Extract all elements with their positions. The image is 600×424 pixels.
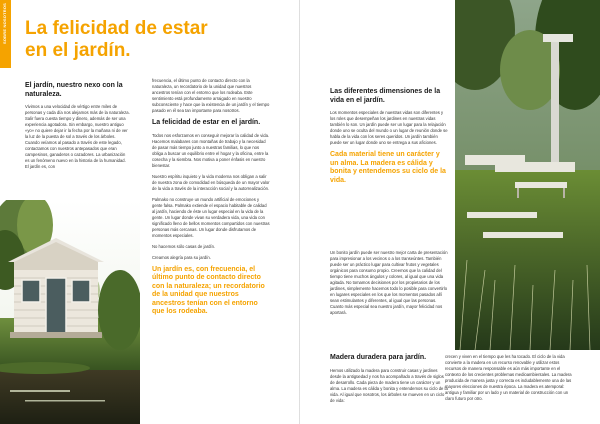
section-tab-label: SOBRE NOSOTROS	[2, 3, 7, 45]
section-tab-left	[0, 0, 11, 68]
nexus-heading: El jardín, nuestro nexo con la naturaleza.	[25, 82, 123, 98]
durable-wood-heading: Madera duradera para jardín.	[330, 354, 427, 361]
nexus-paragraph: Vivimos a una velocidad de vértigo entre miles de personas y cada día nos alejamos más de la naturaleza. Salir fuera cuesta tiempo y dinero, además de ser una experiencia agotadora. Sin embargo, nuestro antiguo «yo» no quiere dejar ir la fecha por la mañana ni de ver la luz de la puesta de sol a través de los árboles. Cuando veíamos al pasado a través de este legado, contactamos con nuestros antepasados que eran campesinos, ganaderos o cazadores. La urbanización es un fenómeno nuevo en la historia de la humanidad. El jardín es, con	[25, 104, 130, 169]
garden-lounge-illustration	[455, 0, 600, 350]
quality-paragraph: Todos nos esforzamos en conseguir mejorar la calidad de vida. Hacemos malabares con montañas de trabajo y la necesidad de pasar más tiempo junto a nuestras familias, lo que nos obliga a buscar un equilibrio entre el hogar y la oficina, entre la cosecha y la siembra. Nos motiva a poner énfasis en nuestro bienestar.	[152, 132, 270, 168]
pull-quote-right: Cada material tiene un carácter y un alma. La madera es cálida y bonita y entendemos su ciclo de la vida.	[330, 151, 446, 184]
left-column-1	[25, 82, 130, 175]
headline-line2: en el jardín.	[25, 40, 131, 61]
right-page	[300, 0, 600, 424]
headline-line1: La felicidad de estar	[25, 18, 208, 39]
happiness-heading: La felicidad de estar en el jardín.	[152, 119, 261, 126]
wood-paragraph: Hemos utilizado la madera para construir casas y jardines desde la antigüedad y nos ha acompañado a través de siglos de desarrollo. Cada pieza de madera tiene un carácter y un alma. La madera es cálida y bonita y entendemos su ciclo de la vida. Al igual que nosotros, los árboles se mueven en un ciclo de vida:	[330, 367, 448, 403]
right-column-4	[445, 354, 575, 407]
right-column-1	[330, 88, 448, 190]
garden-house-illustration	[0, 200, 140, 424]
joy-line: Creamos alegría para su jardín.	[152, 254, 211, 260]
left-column-2	[152, 78, 270, 322]
beautiful-garden-paragraph: Un bonito jardín puede ser nuestro mejor carta de presentación para impresionar a los vecinos o a los transeúntes. También puede ser un práctico lugar para cultivar frutos y vegetales orgánicos para consumo propio. Creemos que la calidad del tiempo tiene muchos ángulos y colores, al igual que una vida agitada. No tomamos decisiones por los propietarios de los jardines, simplemente hacemos todo lo posible para convertirlo en lugares especiales en los que los momentos pasados allí sean estimulantes y diferentes, al igual que las personas. Cuanto más especial sea nuestro jardín, mayor felicidad nos aportará.	[330, 250, 448, 315]
dimensions-heading: Las diferentes dimensiones de la vida en el jardín.	[330, 88, 441, 104]
garden-lounge-photo	[455, 0, 600, 350]
garden-house-photo	[0, 200, 140, 424]
right-column-3	[330, 354, 448, 409]
houses-line: No hacemos sólo casas de jardín.	[152, 243, 216, 249]
page-headline	[25, 18, 245, 62]
right-column-2	[330, 250, 448, 321]
pull-quote-left: Un jardín es, con frecuencia, el último punto de contacto directo con la naturaleza; un recordatorio de la unidad que nuestros ancestros tenían con el entorno que los rodeaba.	[152, 265, 265, 315]
life-cycle-paragraph: crecen y viven en el tiempo que les ha tocado. El ciclo de la vida convierte a la madera en un recurso renovable y utilizar estos recursos de manera responsable es aún más importante en el contexto de los crecientes problemas medioambientales. La madera producida de manera justa y correcta es indudablemente una de las mayores elecciones de nuestra época. La madera es atemporal: antigua y familiar por un lado y un material de construcción con un claro futuro por otro.	[445, 354, 572, 401]
palmako-paragraph: Palmako no construye un mundo artificial de emociones y gente falsa. Palmako extiende el espacio habitable de calidad al jardín, haciendo de éste un lugar especial en la vida de la gente. Un lugar donde vivan su verdadera vida, una vida con significado lleno de bellos momentos compartidos con nuestras personas más cercanas. Un lugar donde disfrutamos de momentos especiales.	[152, 196, 270, 238]
contact-paragraph: frecuencia, el último punto de contacto directo con la naturaleza, un recordatorio de la unidad que nuestros ancestros tenían con el entorno que los rodeaba. Este sentimiento está profundamente arraigado en nuestro subconsciente y hace que la existencia de un jardín y el tiempo pasado en él sea tan importante para nosotros.	[152, 78, 270, 113]
spirit-paragraph: Nuestro espíritu inquieto y la vida moderna nos obligan a salir de nuestra zona de comodidad en búsqueda de un mayor valor de la vida a través de la interacción social y la autorrealización.	[152, 173, 270, 191]
moments-paragraph: Los momentos especiales de nuestras vidas son diferentes y los roles que desempeñan los jardines en nuestras vidas también lo son. Un jardín puede ser un lugar para la relajación donde uno se oculta del mundo o un lugar de reunión donde se habla de la vida con los seres queridos. Un jardín también puede ser un lugar donde uno se entrega a sus aficiones.	[330, 110, 448, 145]
